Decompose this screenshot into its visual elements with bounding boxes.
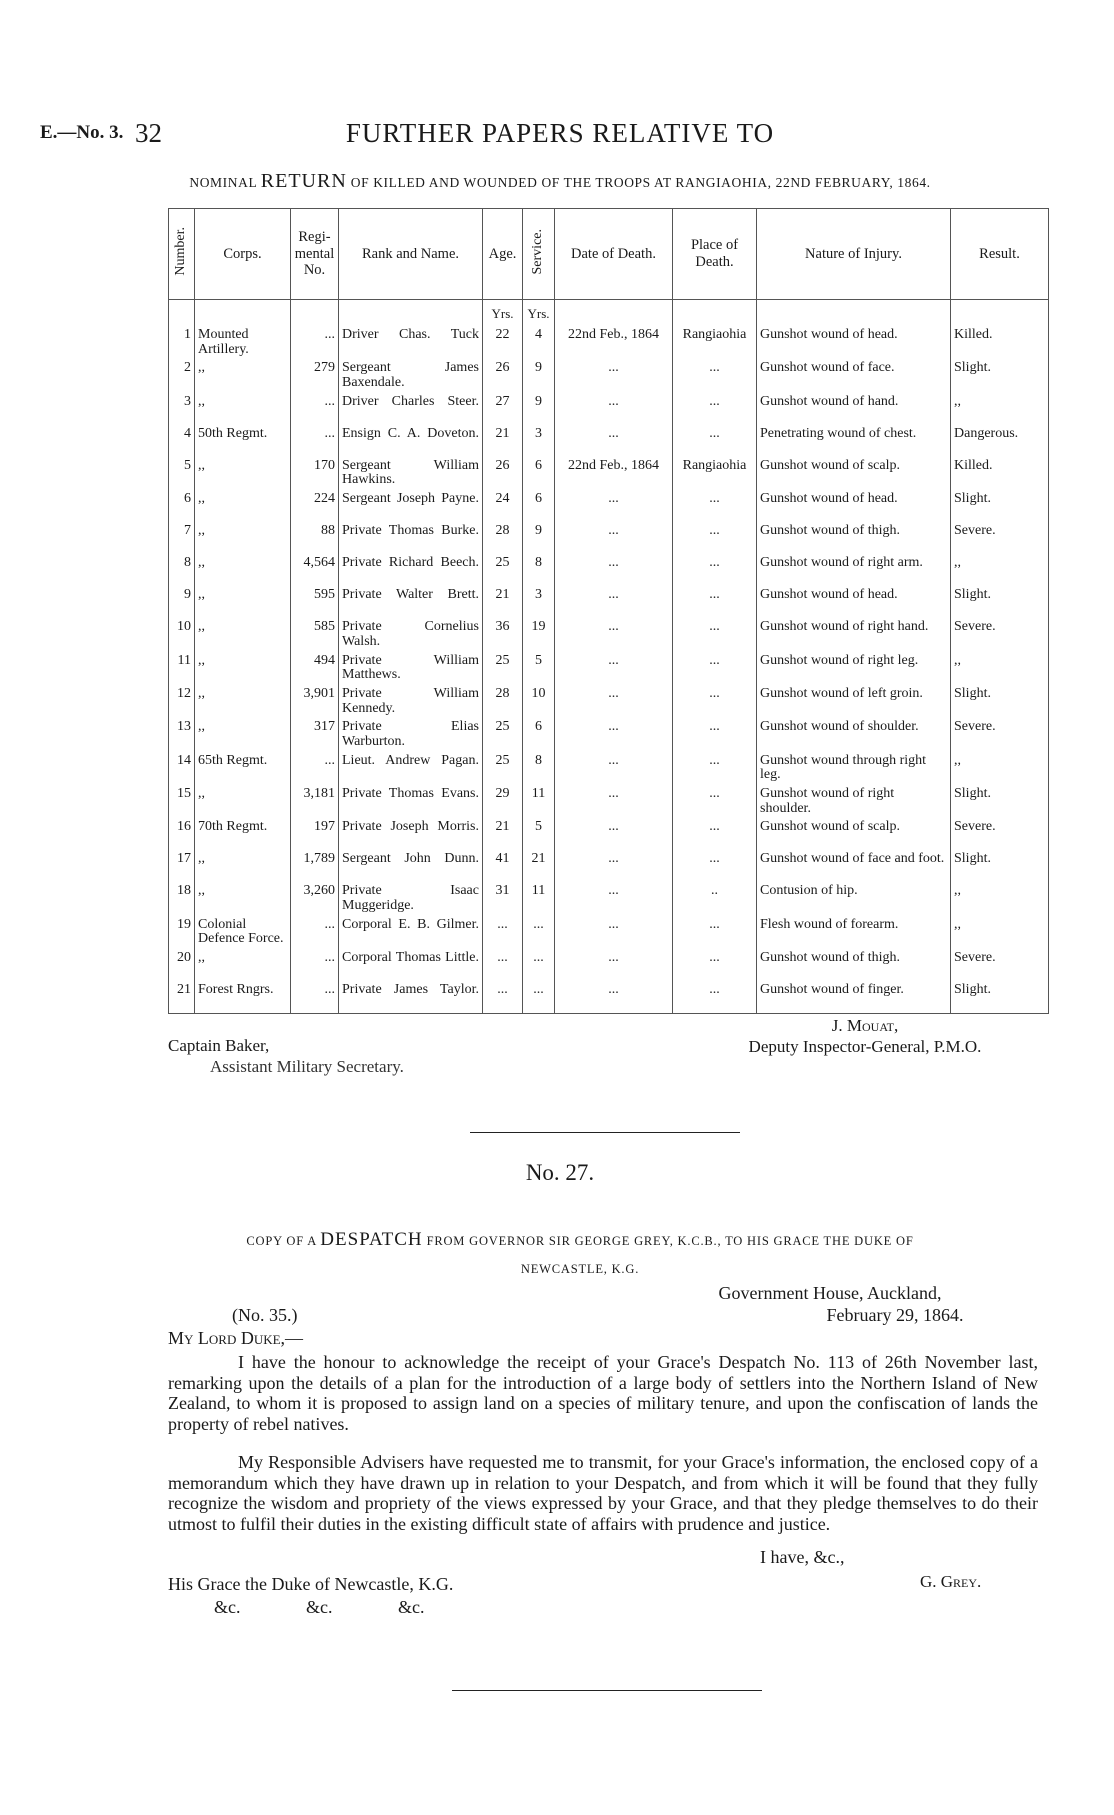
- row-service: ...: [523, 981, 555, 1014]
- page-header: [40, 118, 1080, 154]
- row-regimental-no: 4,564: [291, 554, 339, 586]
- row-place-of-death: ...: [673, 359, 757, 392]
- return-title: [40, 170, 1080, 193]
- row-result: Dangerous.: [951, 425, 1049, 457]
- row-date-of-death: ...: [555, 490, 673, 522]
- row-date-of-death: ...: [555, 425, 673, 457]
- row-rank-name: Driver Chas. Tuck: [339, 326, 483, 359]
- row-number: 14: [169, 752, 195, 785]
- row-regimental-no: ...: [291, 393, 339, 425]
- return-title-main: RETURN: [260, 170, 347, 192]
- row-age: 21: [483, 818, 523, 850]
- row-date-of-death: ...: [555, 685, 673, 718]
- despatch-paragraph-1: I have the honour to acknowledge the receipt of your Grace's Despatch No. 113 of 26th November last, remarking upon the details of a plan for the introduction of a large body of settlers into the Northern Island of New Zealand, to whom it is proposed to assign land on a species of military tenure, and upon the confiscation of lands the property of rebel natives.: [168, 1352, 1038, 1435]
- row-date-of-death: ...: [555, 618, 673, 651]
- row-number: 7: [169, 522, 195, 554]
- row-rank-name: Private Thomas Evans.: [339, 785, 483, 818]
- row-corps: ,,: [195, 882, 291, 915]
- row-regimental-no: 3,181: [291, 785, 339, 818]
- row-service: 9: [523, 393, 555, 425]
- row-injury: Contusion of hip.: [757, 882, 951, 915]
- header-corps: Corps.: [195, 209, 291, 300]
- row-result: Slight.: [951, 785, 1049, 818]
- row-age: 24: [483, 490, 523, 522]
- row-corps: ,,: [195, 718, 291, 751]
- row-place-of-death: ..: [673, 882, 757, 915]
- signer-title: Deputy Inspector-General, P.M.O.: [748, 1037, 982, 1057]
- row-age: ...: [483, 916, 523, 949]
- row-rank-name: Lieut. Andrew Pagan.: [339, 752, 483, 785]
- row-regimental-no: 3,260: [291, 882, 339, 915]
- row-corps: ,,: [195, 393, 291, 425]
- row-date-of-death: ...: [555, 916, 673, 949]
- row-age: 25: [483, 718, 523, 751]
- row-service: 19: [523, 618, 555, 651]
- row-date-of-death: 22nd Feb., 1864: [555, 326, 673, 359]
- table-row: [169, 752, 1049, 785]
- row-injury: Gunshot wound of head.: [757, 586, 951, 618]
- row-age: 27: [483, 393, 523, 425]
- row-age: 36: [483, 618, 523, 651]
- row-age: 21: [483, 586, 523, 618]
- row-age: 28: [483, 685, 523, 718]
- row-date-of-death: ...: [555, 652, 673, 685]
- document-reference: E.—No. 3.: [40, 122, 124, 143]
- row-corps: ,,: [195, 850, 291, 882]
- despatch-place: Government House, Auckland,: [718, 1283, 942, 1303]
- despatch-place-date: [650, 1283, 1010, 1326]
- row-corps: 50th Regmt.: [195, 425, 291, 457]
- row-rank-name: Sergeant James Baxendale.: [339, 359, 483, 392]
- row-date-of-death: ...: [555, 882, 673, 915]
- despatch-title-main: DESPATCH: [320, 1229, 423, 1250]
- row-result: ,,: [951, 882, 1049, 915]
- row-number: 3: [169, 393, 195, 425]
- despatch-title-rest-1: FROM GOVERNOR SIR GEORGE GREY, K.C.B., TO HIS GRACE THE DUKE OF: [426, 1234, 914, 1248]
- table-row: [169, 359, 1049, 392]
- despatch-no: (No. 35.): [232, 1305, 298, 1325]
- row-place-of-death: ...: [673, 393, 757, 425]
- row-date-of-death: ...: [555, 818, 673, 850]
- row-place-of-death: ...: [673, 522, 757, 554]
- table-row: [169, 818, 1049, 850]
- recipient-title: Assistant Military Secretary.: [210, 1057, 404, 1077]
- row-service: ...: [523, 916, 555, 949]
- despatch-title-rest-2: NEWCASTLE, K.G.: [520, 1262, 640, 1277]
- row-service: 11: [523, 882, 555, 915]
- row-place-of-death: ...: [673, 685, 757, 718]
- row-regimental-no: 595: [291, 586, 339, 618]
- row-date-of-death: ...: [555, 359, 673, 392]
- table-row: [169, 685, 1049, 718]
- row-date-of-death: ...: [555, 981, 673, 1014]
- row-rank-name: Driver Charles Steer.: [339, 393, 483, 425]
- row-rank-name: Corporal Thomas Little.: [339, 949, 483, 981]
- row-place-of-death: ...: [673, 850, 757, 882]
- row-date-of-death: 22nd Feb., 1864: [555, 457, 673, 490]
- recipient-block: [168, 1035, 404, 1078]
- row-place-of-death: ...: [673, 718, 757, 751]
- despatch-signer: G. Grey.: [920, 1572, 982, 1591]
- row-rank-name: Private Cornelius Walsh.: [339, 618, 483, 651]
- row-injury: Gunshot wound of finger.: [757, 981, 951, 1014]
- addressee-block: [168, 1573, 490, 1618]
- row-number: 9: [169, 586, 195, 618]
- header-result: Result.: [951, 209, 1049, 300]
- row-corps: ,,: [195, 586, 291, 618]
- table-row: [169, 457, 1049, 490]
- row-regimental-no: 88: [291, 522, 339, 554]
- row-number: 4: [169, 425, 195, 457]
- row-regimental-no: ...: [291, 916, 339, 949]
- table-row: [169, 586, 1049, 618]
- row-number: 10: [169, 618, 195, 651]
- row-result: Severe.: [951, 522, 1049, 554]
- row-service: 8: [523, 554, 555, 586]
- row-injury: Gunshot wound of scalp.: [757, 457, 951, 490]
- units-row: [169, 300, 1049, 327]
- return-title-prefix: NOMINAL: [189, 175, 257, 190]
- row-result: Severe.: [951, 949, 1049, 981]
- row-age: 41: [483, 850, 523, 882]
- row-service: 11: [523, 785, 555, 818]
- header-date-of-death: Date of Death.: [555, 209, 673, 300]
- row-injury: Gunshot wound of shoulder.: [757, 718, 951, 751]
- row-age: 31: [483, 882, 523, 915]
- row-regimental-no: 585: [291, 618, 339, 651]
- row-injury: Penetrating wound of chest.: [757, 425, 951, 457]
- row-service: 6: [523, 490, 555, 522]
- header-service: Service.: [523, 209, 555, 300]
- row-corps: ,,: [195, 457, 291, 490]
- casualty-return-table: [168, 208, 1049, 1014]
- row-corps: ,,: [195, 490, 291, 522]
- row-service: ...: [523, 949, 555, 981]
- closing: I have, &c.,: [760, 1547, 845, 1567]
- row-result: Slight.: [951, 850, 1049, 882]
- row-corps: ,,: [195, 652, 291, 685]
- row-result: Slight.: [951, 685, 1049, 718]
- row-rank-name: Private Joseph Morris.: [339, 818, 483, 850]
- row-corps: ,,: [195, 618, 291, 651]
- row-corps: ,,: [195, 949, 291, 981]
- row-place-of-death: Rangiaohia: [673, 457, 757, 490]
- row-injury: Gunshot wound of left groin.: [757, 685, 951, 718]
- row-number: 1: [169, 326, 195, 359]
- row-corps: 65th Regmt.: [195, 752, 291, 785]
- row-age: 25: [483, 652, 523, 685]
- row-date-of-death: ...: [555, 522, 673, 554]
- row-age: 22: [483, 326, 523, 359]
- row-service: 3: [523, 425, 555, 457]
- row-place-of-death: ...: [673, 554, 757, 586]
- header-number: Number.: [169, 209, 195, 300]
- row-date-of-death: ...: [555, 586, 673, 618]
- despatch-date: February 29, 1864.: [826, 1304, 964, 1325]
- header-age: Age.: [483, 209, 523, 300]
- table-row: [169, 785, 1049, 818]
- signer-block: [700, 1015, 1030, 1058]
- row-injury: Gunshot wound of right shoulder.: [757, 785, 951, 818]
- etc-3: &c.: [398, 1596, 425, 1617]
- row-place-of-death: ...: [673, 818, 757, 850]
- row-result: ,,: [951, 393, 1049, 425]
- row-service: 4: [523, 326, 555, 359]
- row-corps: ,,: [195, 359, 291, 392]
- section-divider: [470, 1132, 740, 1133]
- row-injury: Gunshot wound through right leg.: [757, 752, 951, 785]
- row-corps: Mounted Artillery.: [195, 326, 291, 359]
- row-injury: Gunshot wound of scalp.: [757, 818, 951, 850]
- row-corps: ,,: [195, 522, 291, 554]
- row-service: 6: [523, 457, 555, 490]
- row-injury: Gunshot wound of face.: [757, 359, 951, 392]
- row-age: ...: [483, 949, 523, 981]
- row-place-of-death: ...: [673, 586, 757, 618]
- row-corps: 70th Regmt.: [195, 818, 291, 850]
- row-number: 20: [169, 949, 195, 981]
- row-result: Slight.: [951, 981, 1049, 1014]
- row-date-of-death: ...: [555, 752, 673, 785]
- row-regimental-no: ...: [291, 425, 339, 457]
- row-result: ,,: [951, 652, 1049, 685]
- page-number: 32: [135, 118, 162, 148]
- row-injury: Flesh wound of forearm.: [757, 916, 951, 949]
- row-rank-name: Private Thomas Burke.: [339, 522, 483, 554]
- despatch-paragraph-2: My Responsible Advisers have requested me to transmit, for your Grace's information, the enclosed copy of a memorandum which they have drawn up in relation to your Despatch, and from which it will be found that they fully recognize the wisdom and propriety of the views expressed by your Grace, and that they pledge themselves to do their utmost to fulfil their duties in the existing difficult state of affairs with prudence and justice.: [168, 1452, 1038, 1535]
- row-age: 28: [483, 522, 523, 554]
- row-number: 11: [169, 652, 195, 685]
- row-rank-name: Private Richard Beech.: [339, 554, 483, 586]
- table-row: [169, 490, 1049, 522]
- table-row: [169, 981, 1049, 1014]
- row-injury: Gunshot wound of thigh.: [757, 949, 951, 981]
- row-rank-name: Sergeant Joseph Payne.: [339, 490, 483, 522]
- row-corps: Forest Rngrs.: [195, 981, 291, 1014]
- header-rank-name: Rank and Name.: [339, 209, 483, 300]
- row-result: Slight.: [951, 586, 1049, 618]
- running-title: FURTHER PAPERS RELATIVE TO: [345, 118, 775, 148]
- row-rank-name: Corporal E. B. Gilmer.: [339, 916, 483, 949]
- row-rank-name: Sergeant John Dunn.: [339, 850, 483, 882]
- row-regimental-no: 1,789: [291, 850, 339, 882]
- row-result: ,,: [951, 752, 1049, 785]
- row-corps: Colonial Defence Force.: [195, 916, 291, 949]
- row-rank-name: Private Elias Warburton.: [339, 718, 483, 751]
- row-age: 25: [483, 752, 523, 785]
- row-place-of-death: ...: [673, 785, 757, 818]
- row-number: 16: [169, 818, 195, 850]
- row-result: Killed.: [951, 457, 1049, 490]
- row-service: 3: [523, 586, 555, 618]
- row-result: Severe.: [951, 718, 1049, 751]
- return-title-rest: OF KILLED AND WOUNDED OF THE TROOPS AT RANGIAOHIA, 22ND FEBRUARY, 1864.: [350, 175, 931, 190]
- row-number: 21: [169, 981, 195, 1014]
- table-row: [169, 949, 1049, 981]
- row-number: 15: [169, 785, 195, 818]
- row-service: 21: [523, 850, 555, 882]
- row-date-of-death: ...: [555, 393, 673, 425]
- row-service: 5: [523, 818, 555, 850]
- row-place-of-death: ...: [673, 949, 757, 981]
- signer-name: J. Mouat,: [831, 1016, 899, 1035]
- row-rank-name: Ensign C. A. Doveton.: [339, 425, 483, 457]
- row-place-of-death: ...: [673, 652, 757, 685]
- row-injury: Gunshot wound of right arm.: [757, 554, 951, 586]
- salutation: My Lord Duke,—: [168, 1328, 304, 1348]
- recipient-name: Captain Baker,: [168, 1036, 270, 1055]
- table-row: [169, 326, 1049, 359]
- addressee: His Grace the Duke of Newcastle, K.G.: [168, 1574, 454, 1594]
- row-service: 9: [523, 522, 555, 554]
- row-rank-name: Private James Taylor.: [339, 981, 483, 1014]
- row-injury: Gunshot wound of thigh.: [757, 522, 951, 554]
- row-result: ,,: [951, 916, 1049, 949]
- row-date-of-death: ...: [555, 554, 673, 586]
- row-date-of-death: ...: [555, 718, 673, 751]
- row-regimental-no: 317: [291, 718, 339, 751]
- row-number: 18: [169, 882, 195, 915]
- row-result: Killed.: [951, 326, 1049, 359]
- row-injury: Gunshot wound of right leg.: [757, 652, 951, 685]
- row-rank-name: Private William Matthews.: [339, 652, 483, 685]
- header-place-of-death: Place of Death.: [673, 209, 757, 300]
- row-regimental-no: ...: [291, 949, 339, 981]
- table-row: [169, 554, 1049, 586]
- row-number: 19: [169, 916, 195, 949]
- table-row: [169, 882, 1049, 915]
- row-place-of-death: ...: [673, 752, 757, 785]
- row-regimental-no: 224: [291, 490, 339, 522]
- row-injury: Gunshot wound of face and foot.: [757, 850, 951, 882]
- row-age: 29: [483, 785, 523, 818]
- casualty-return-table-wrapper: [168, 208, 1048, 1014]
- row-injury: Gunshot wound of head.: [757, 326, 951, 359]
- row-regimental-no: ...: [291, 752, 339, 785]
- row-age: 25: [483, 554, 523, 586]
- row-regimental-no: ...: [291, 981, 339, 1014]
- table-row: [169, 425, 1049, 457]
- row-injury: Gunshot wound of right hand.: [757, 618, 951, 651]
- row-result: Severe.: [951, 618, 1049, 651]
- row-service: 9: [523, 359, 555, 392]
- row-age: 26: [483, 457, 523, 490]
- row-rank-name: Private Isaac Muggeridge.: [339, 882, 483, 915]
- despatch-number-heading: No. 27.: [525, 1160, 595, 1185]
- row-number: 17: [169, 850, 195, 882]
- row-number: 6: [169, 490, 195, 522]
- row-place-of-death: ...: [673, 490, 757, 522]
- row-regimental-no: 3,901: [291, 685, 339, 718]
- row-number: 13: [169, 718, 195, 751]
- row-service: 8: [523, 752, 555, 785]
- row-age: 26: [483, 359, 523, 392]
- row-rank-name: Private Walter Brett.: [339, 586, 483, 618]
- row-injury: Gunshot wound of hand.: [757, 393, 951, 425]
- row-number: 12: [169, 685, 195, 718]
- row-regimental-no: ...: [291, 326, 339, 359]
- row-corps: ,,: [195, 685, 291, 718]
- header-regimental-no: Regi-mental No.: [291, 209, 339, 300]
- table-row: [169, 393, 1049, 425]
- row-date-of-death: ...: [555, 949, 673, 981]
- row-result: Slight.: [951, 490, 1049, 522]
- row-number: 8: [169, 554, 195, 586]
- despatch-title: [140, 1222, 1020, 1282]
- row-age: ...: [483, 981, 523, 1014]
- row-service: 5: [523, 652, 555, 685]
- row-place-of-death: ...: [673, 916, 757, 949]
- row-service: 6: [523, 718, 555, 751]
- service-unit: Yrs.: [523, 300, 555, 327]
- table-row: [169, 718, 1049, 751]
- row-service: 10: [523, 685, 555, 718]
- etc-row: [168, 1596, 490, 1619]
- row-place-of-death: ...: [673, 981, 757, 1014]
- etc-1: &c.: [214, 1596, 241, 1617]
- despatch-title-prefix: COPY OF A: [246, 1234, 317, 1248]
- row-place-of-death: Rangiaohia: [673, 326, 757, 359]
- row-result: Severe.: [951, 818, 1049, 850]
- row-place-of-death: ...: [673, 618, 757, 651]
- row-regimental-no: 197: [291, 818, 339, 850]
- row-corps: ,,: [195, 785, 291, 818]
- row-regimental-no: 170: [291, 457, 339, 490]
- row-place-of-death: ...: [673, 425, 757, 457]
- row-rank-name: Sergeant William Hawkins.: [339, 457, 483, 490]
- row-regimental-no: 494: [291, 652, 339, 685]
- table-row: [169, 850, 1049, 882]
- row-age: 21: [483, 425, 523, 457]
- row-injury: Gunshot wound of head.: [757, 490, 951, 522]
- row-rank-name: Private William Kennedy.: [339, 685, 483, 718]
- header-injury: Nature of Injury.: [757, 209, 951, 300]
- row-result: ,,: [951, 554, 1049, 586]
- row-number: 5: [169, 457, 195, 490]
- row-number: 2: [169, 359, 195, 392]
- table-header-row: [169, 209, 1049, 300]
- row-date-of-death: ...: [555, 850, 673, 882]
- etc-2: &c.: [306, 1596, 333, 1617]
- row-regimental-no: 279: [291, 359, 339, 392]
- closing-divider: [452, 1690, 762, 1691]
- row-corps: ,,: [195, 554, 291, 586]
- table-row: [169, 618, 1049, 651]
- age-unit: Yrs.: [483, 300, 523, 327]
- row-date-of-death: ...: [555, 785, 673, 818]
- table-row: [169, 652, 1049, 685]
- table-row: [169, 522, 1049, 554]
- row-result: Slight.: [951, 359, 1049, 392]
- table-row: [169, 916, 1049, 949]
